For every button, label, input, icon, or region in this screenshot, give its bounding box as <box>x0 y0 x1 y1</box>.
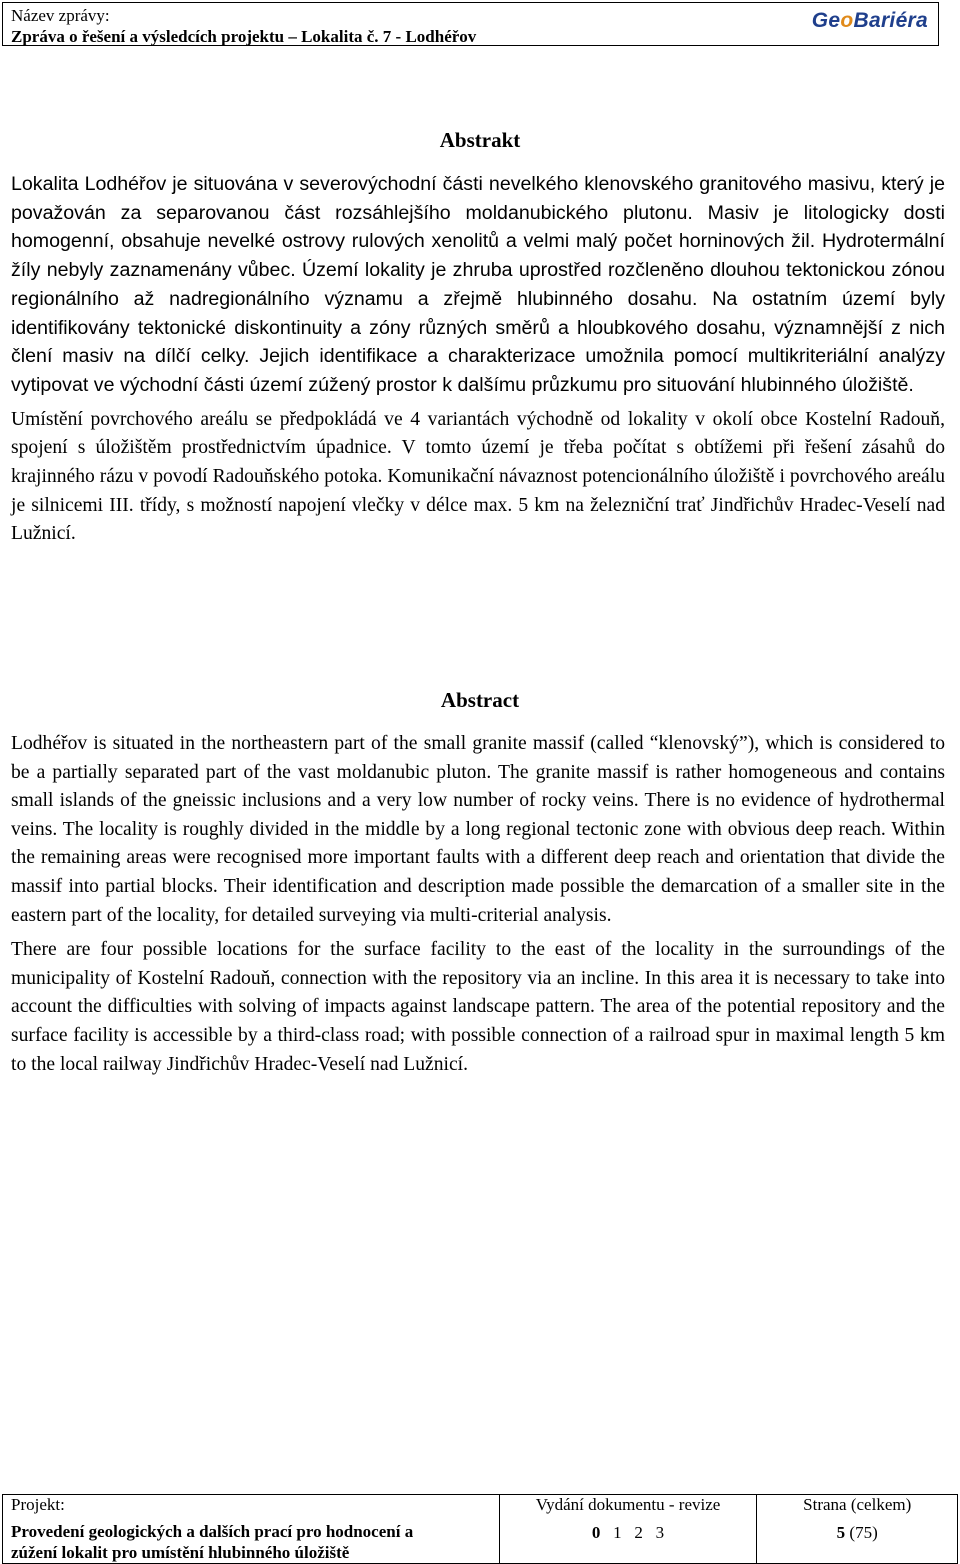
logo-part-bariera: Bariéra <box>853 9 928 32</box>
footer-revision-cell <box>499 1495 757 1564</box>
page-label: Strana (celkem) <box>803 1495 912 1514</box>
abstrakt-heading: Abstrakt <box>439 128 521 152</box>
page-value: 5 (75) <box>836 1523 878 1542</box>
footer-project-cell <box>3 1495 500 1564</box>
document-header <box>2 2 939 46</box>
report-name-label: Název zprávy: <box>11 6 110 25</box>
abstract-body <box>11 730 945 1079</box>
abstract-paragraph-1: Lodhéřov is situated in the northeastern part of the small granite massif (called “klenovský”), which is considered to be a partially separated part of the vast moldanubic pluton. The granite massif is rather homogeneous and contains small islands of the gneissic inclusions and a very low number of rocky veins. There is no evidence of hydrothermal veins. The locality is roughly divided in the middle by a long regional tectonic zone with obvious deep reach. Within the remaining areas were recognised more important faults with a different deep reach and orientation that divide the massif into partial blocks. Their identification and description made possible the demarcation of a smaller site in the eastern part of the locality, for detailed surveying via multi-criterial analysis. <box>11 733 945 926</box>
abstract-heading: Abstract <box>440 688 520 712</box>
abstrakt-paragraph-1: Lokalita Lodhéřov je situována v severovýchodní části nevelkého klenovského granitového masivu, který je považován za separovanou část rozsáhlejšího moldanubického plutonu. Masiv je litologicky dosti homogenní, obsahuje nevelké ostrovy rulových xenolitů a velmi malý počet horninových žil. Hydrotermální žíly nebyly zaznamenány vůbec. Území lokality je zhruba uprostřed rozčleněno dlouhou tektonickou zónou regionálního až nadregionálního významu a zřejmě hlubinného dosahu. Na ostatním území byly identifikovány tektonické diskontinuity a zóny různých směrů a hloubkového dosahu, významnější z nich člení masiv na dílčí celky. Jejich identifikace a charakterizace umožnila pomocí multikriteriální analýzy vytipovat ve východní části území zúžený prostor k dalšímu průzkumu pro situování hlubinného úložiště. <box>11 173 945 396</box>
project-label: Projekt: <box>11 1495 65 1514</box>
revision-label: Vydání dokumentu - revize <box>535 1495 721 1514</box>
logo-part-ge: Ge <box>811 9 841 32</box>
abstrakt-body <box>11 170 945 549</box>
document-footer <box>2 1494 958 1562</box>
project-name-line-2: zúžení lokalit pro umístění hlubinného úložiště <box>11 1543 350 1562</box>
project-name-line-1: Provedení geologických a dalších prací pro hodnocení a <box>11 1522 414 1541</box>
abstract-paragraph-2: There are four possible locations for the surface facility to the east of the locality in the surroundings of the municipality of Kostelní Radouň, connection with the repository via an incline. In this area it is necessary to take into account the difficulties with solving of impacts against landscape pattern. The area of the potential repository and the surface facility is accessible by a third-class road; with possible connection of a railroad spur in maximal length 5 km to the local railway Jindřichův Hradec-Veselí nad Lužnicí. <box>11 939 945 1075</box>
geobariera-logo <box>812 9 928 33</box>
report-title: Zpráva o řešení a výsledcích projektu – Lokalita č. 7 - Lodhéřov <box>11 27 477 46</box>
revision-values: 0 1 2 3 <box>591 1523 665 1542</box>
logo-part-o: o <box>840 9 854 32</box>
footer-page-cell <box>757 1495 958 1564</box>
footer-table <box>2 1494 958 1564</box>
abstrakt-paragraph-2: Umístění povrchového areálu se předpokládá ve 4 variantách východně od lokality v okolí obce Kostelní Radouň, spojení s úložištěm prostřednictvím úpadnice. V tomto území je třeba počítat s obtížemi při řešení zásahů do krajinného rázu v povodí Radouňského potoka. Komunikační návaznost potencionálního úložiště i povrchového areálu je silnicemi III. třídy, s možností napojení vlečky v délce max. 5 km na železniční trať Jindřichův Hradec-Veselí nad Lužnicí. <box>11 408 945 545</box>
